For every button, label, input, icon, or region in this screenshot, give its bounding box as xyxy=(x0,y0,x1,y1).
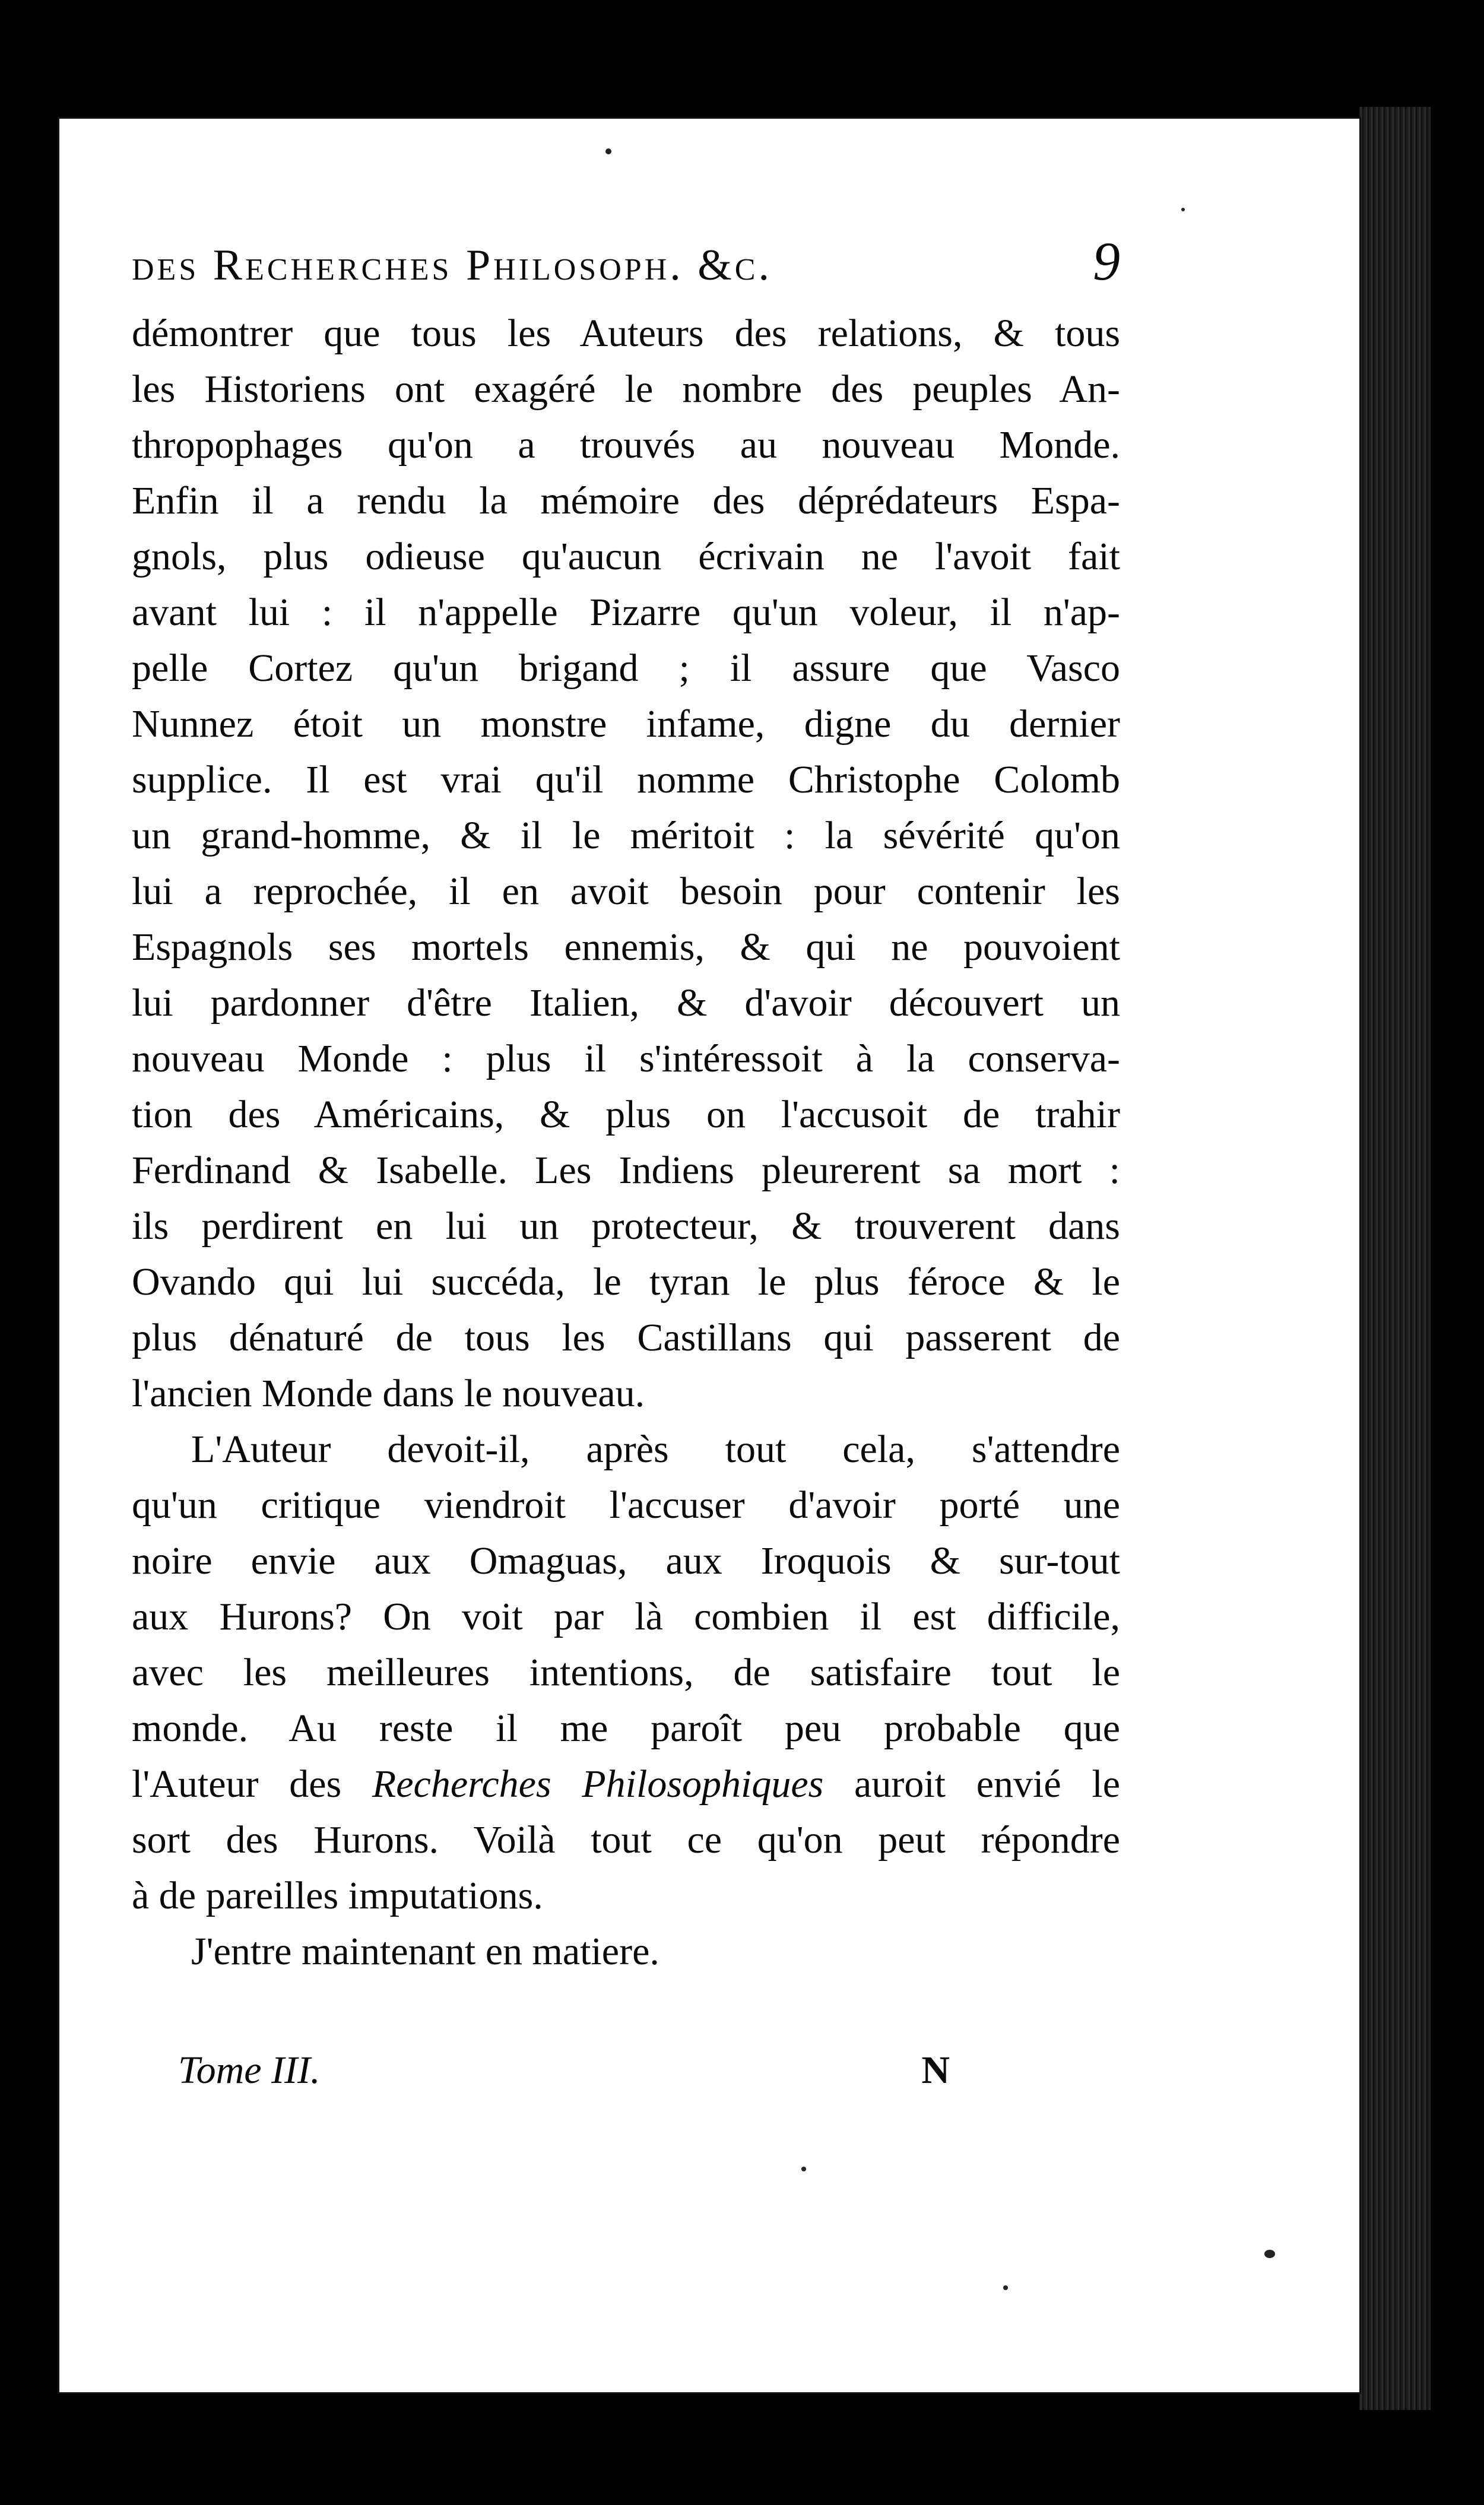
text-line: monde. Au reste il me paroît peu probable que xyxy=(132,1707,1120,1750)
text-fragment: l'Auteur des xyxy=(132,1762,372,1806)
text-line: démontrer que tous les Auteurs des relations, & tous xyxy=(132,312,1120,355)
running-head-title: des Recherches Philosoph. &c. xyxy=(132,241,772,290)
text-block xyxy=(132,229,1120,1980)
text-line: Enfin il a rendu la mémoire des déprédateurs Espa- xyxy=(132,479,1120,522)
text-line: avant lui : il n'appelle Pizarre qu'un voleur, il n'ap- xyxy=(132,591,1120,634)
text-line-with-title xyxy=(132,1756,1120,1812)
page-number: 9 xyxy=(1093,231,1120,291)
text-line: sort des Hurons. Voilà tout ce qu'on peut répondre xyxy=(132,1818,1120,1862)
text-line: l'ancien Monde dans le nouveau. xyxy=(132,1372,645,1415)
signature-mark: N xyxy=(921,2049,950,2092)
book-title: Recherches Philosophiques xyxy=(372,1762,824,1806)
text-line: à de pareilles imputations. xyxy=(132,1874,543,1917)
speck xyxy=(801,2167,806,2171)
text-line: supplice. Il est vrai qu'il nomme Christophe Colomb xyxy=(132,758,1120,801)
page-footer xyxy=(178,2048,950,2093)
volume-label: Tome III. xyxy=(178,2049,321,2092)
text-line: plus dénaturé de tous les Castillans qui passerent de xyxy=(132,1316,1120,1359)
speck xyxy=(1003,2285,1008,2290)
running-head xyxy=(132,229,1120,294)
text-line: nouveau Monde : plus il s'intéressoit à la conserva- xyxy=(132,1037,1120,1080)
text-line: L'Auteur devoit-il, après tout cela, s'attendre xyxy=(191,1428,1120,1471)
text-fragment: auroit envié le xyxy=(823,1762,1120,1806)
speck xyxy=(1264,2250,1275,2258)
speck xyxy=(1181,208,1185,211)
text-line: avec les meilleures intentions, de satisfaire tout le xyxy=(132,1651,1120,1694)
text-line: thropophages qu'on a trouvés au nouveau Monde. xyxy=(132,423,1120,467)
text-line: Espagnols ses mortels ennemis, & qui ne pouvoient xyxy=(132,925,1120,969)
text-line: noire envie aux Omaguas, aux Iroquois & sur-tout xyxy=(132,1539,1120,1583)
text-line: J'entre maintenant en matiere. xyxy=(191,1930,659,1973)
text-line: aux Hurons? On voit par là combien il est difficile, xyxy=(132,1595,1120,1638)
text-line: Nunnez étoit un monstre infame, digne du dernier xyxy=(132,702,1120,746)
text-line: tion des Américains, & plus on l'accusoit de trahir xyxy=(132,1093,1120,1136)
text-line: un grand-homme, & il le méritoit : la sévérité qu'on xyxy=(132,814,1120,857)
page-edge xyxy=(1359,107,1431,2410)
text-line: gnols, plus odieuse qu'aucun écrivain ne l'avoit fait xyxy=(132,535,1120,578)
speck xyxy=(605,148,611,154)
text-line: Ovando qui lui succéda, le tyran le plus féroce & le xyxy=(132,1260,1120,1304)
text-line: ils perdirent en lui un protecteur, & trouverent dans xyxy=(132,1204,1120,1248)
text-line: les Historiens ont exagéré le nombre des peuples An- xyxy=(132,367,1120,411)
text-line: qu'un critique viendroit l'accuser d'avoir porté une xyxy=(132,1483,1120,1527)
text-line: Ferdinand & Isabelle. Les Indiens pleurerent sa mort : xyxy=(132,1149,1120,1192)
text-line: lui a reprochée, il en avoit besoin pour contenir les xyxy=(132,870,1120,913)
text-line: pelle Cortez qu'un brigand ; il assure que Vasco xyxy=(132,646,1120,690)
text-line: lui pardonner d'être Italien, & d'avoir découvert un xyxy=(132,981,1120,1025)
